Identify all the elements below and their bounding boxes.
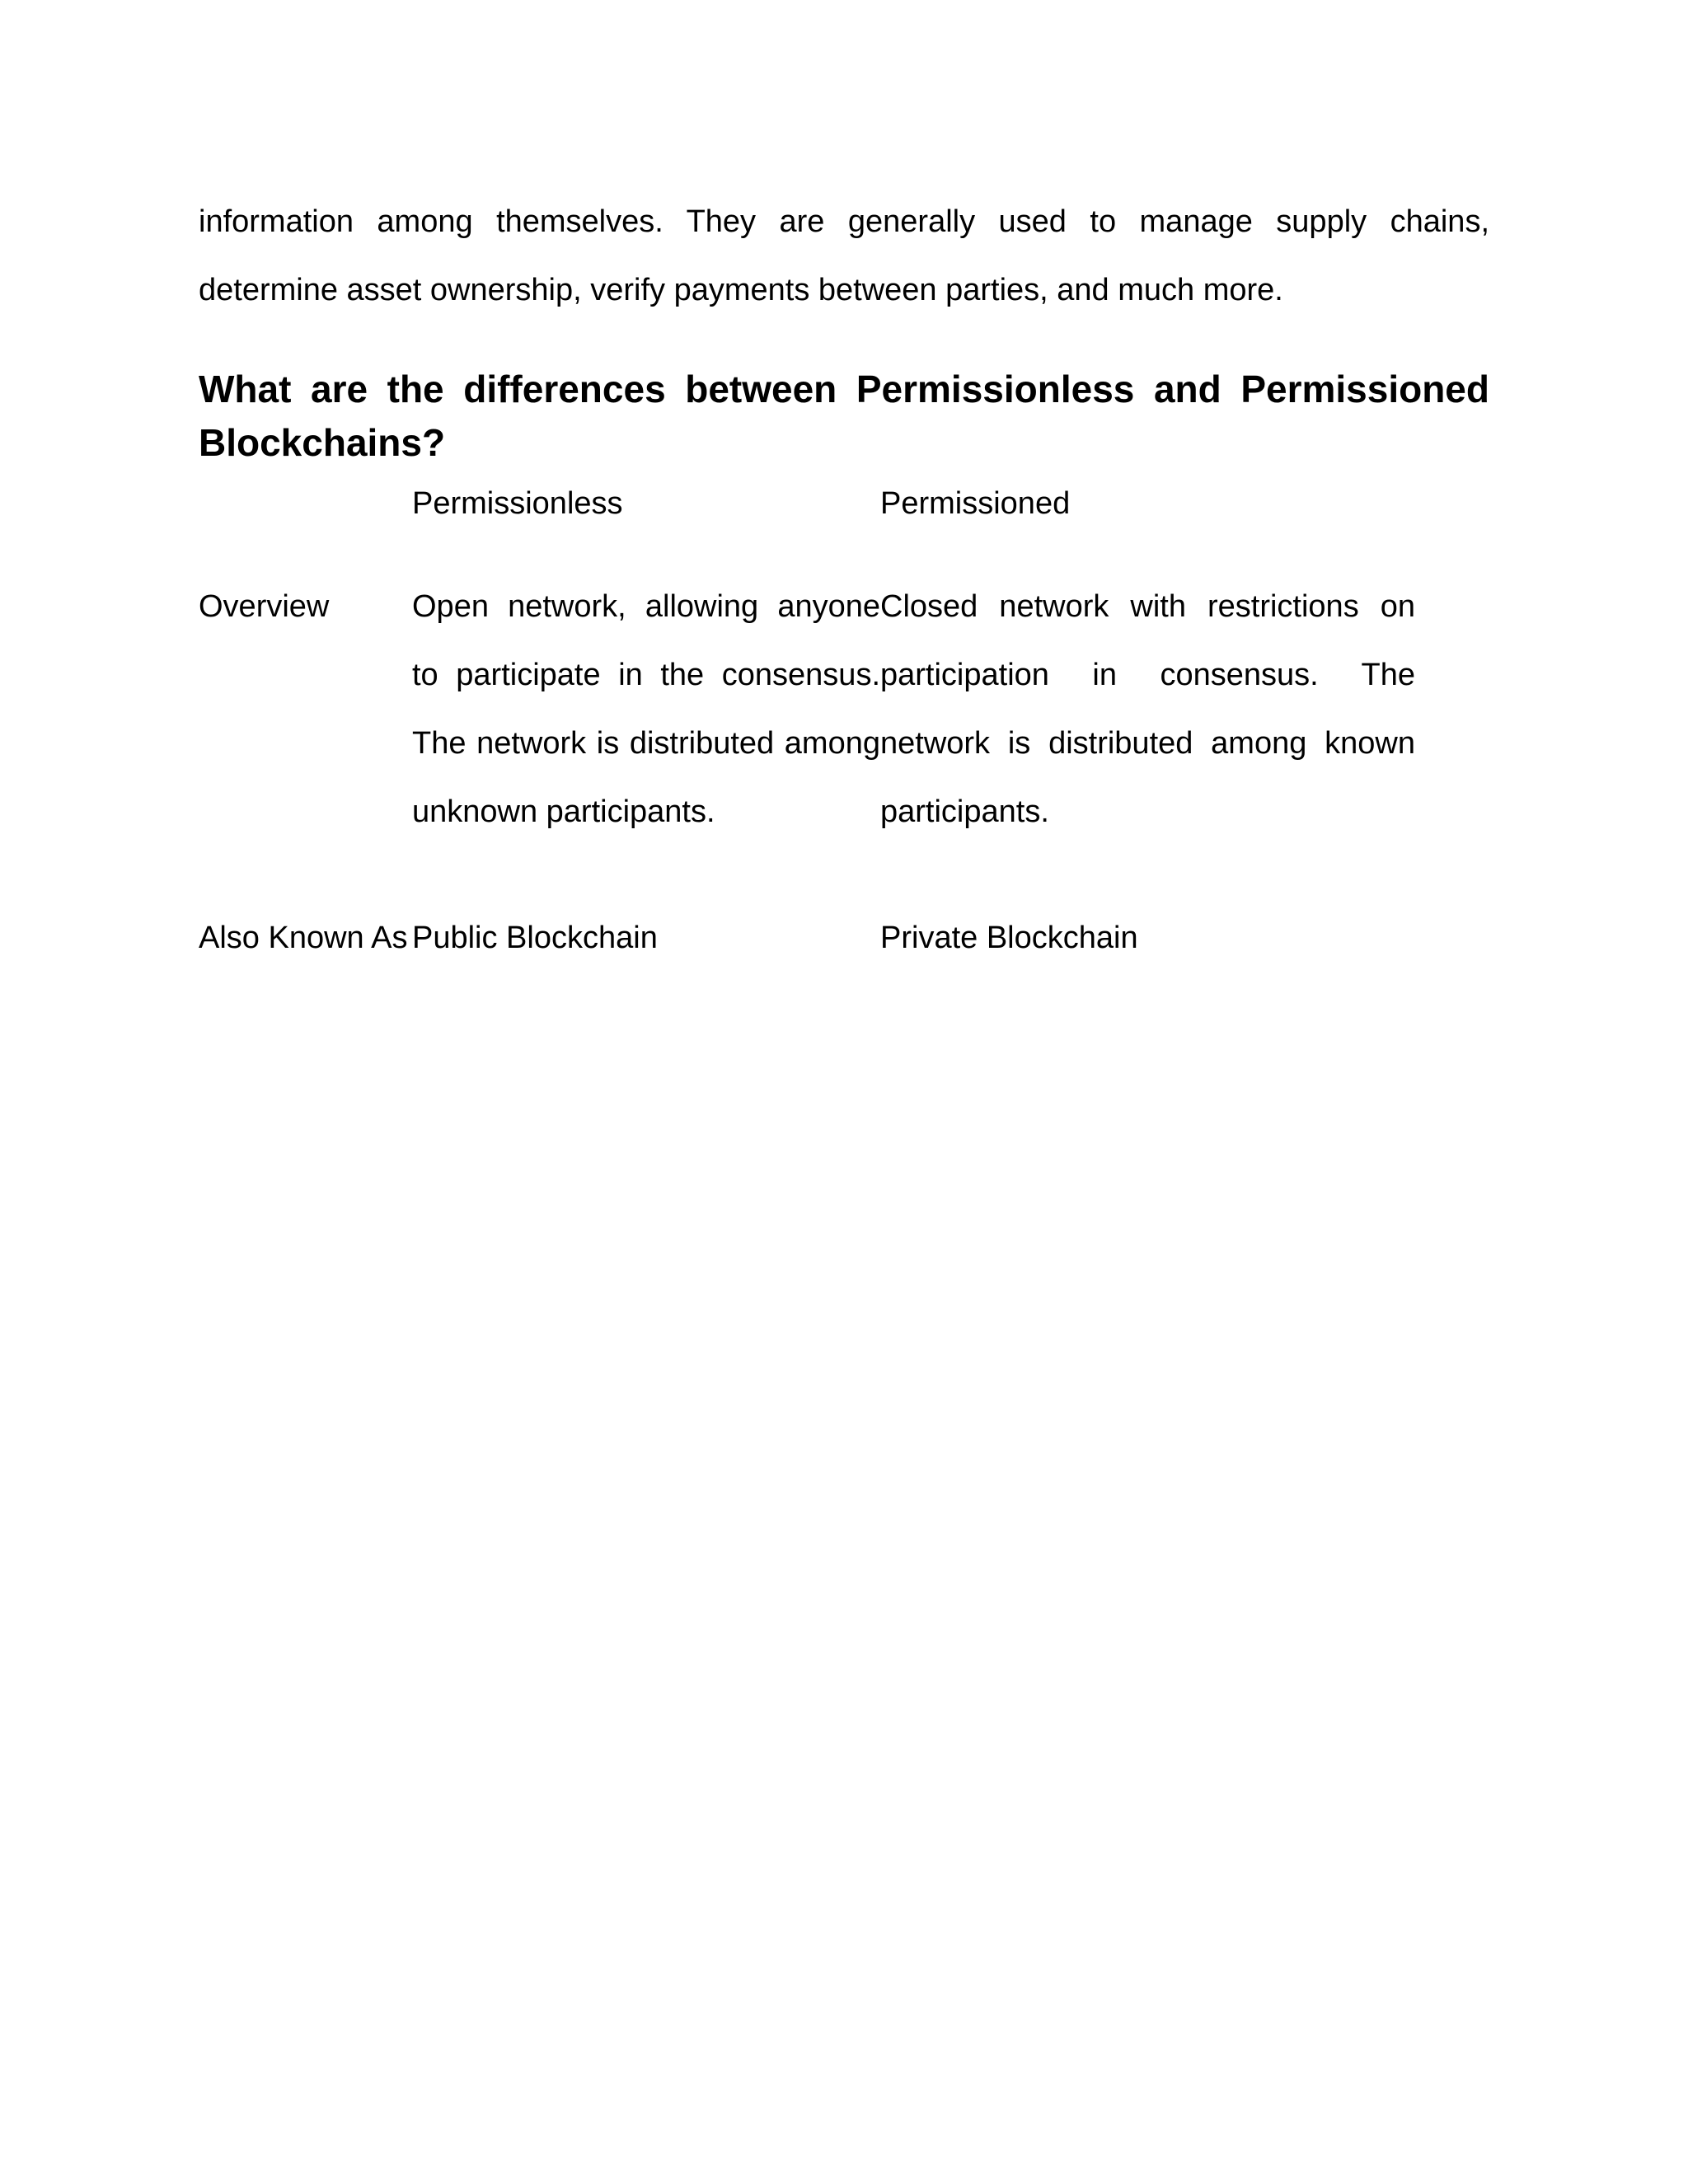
header-permissioned: Permissioned: [880, 486, 1071, 521]
header-permissionless: Permissionless: [412, 486, 623, 521]
overview-permissioned: Closed network with restrictions on participation in consensus. The network is distributed among known participants.: [880, 589, 1415, 829]
also-known-permissioned: Private Blockchain: [880, 921, 1138, 955]
row-label-also-known-as: Also Known As: [199, 921, 408, 955]
intro-paragraph: information among themselves. They are generally used to manage supply chains, determine asset ownership, verify payments between parties, and much more.: [199, 204, 1489, 307]
table-row: [199, 904, 1415, 1041]
header-label-cell: [199, 470, 412, 573]
row-label-overview: Overview: [199, 589, 330, 624]
table-header-row: [199, 470, 1415, 573]
also-known-permissionless: Public Blockchain: [412, 921, 658, 955]
section-heading: What are the differences between Permissionless and Permissioned Blockchains?: [199, 368, 1489, 464]
overview-permissionless: Open network, allowing anyone to participate in the consensus. The network is distributed among unknown participants.: [412, 589, 880, 829]
table-row: [199, 573, 1415, 904]
comparison-table: [199, 470, 1415, 1041]
